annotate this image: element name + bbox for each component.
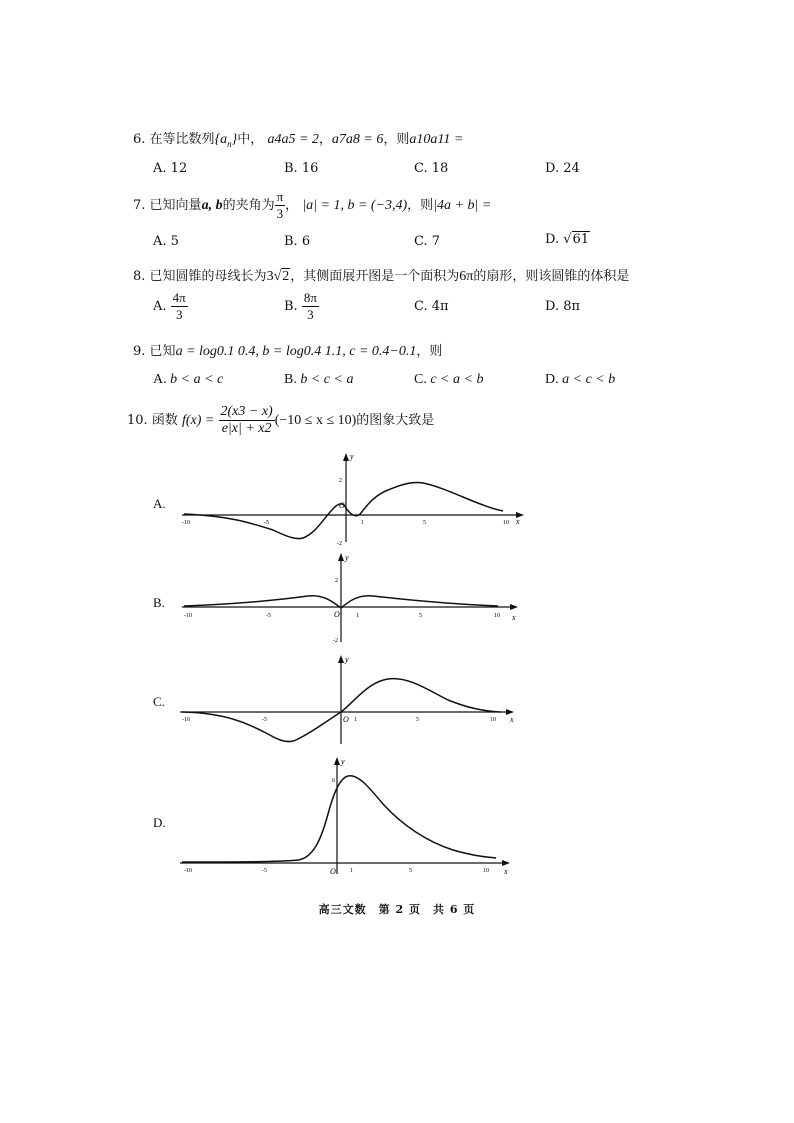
option-a: A. $\frac{4\pi}{3}$ (153, 290, 186, 322)
tick-label: -5 (262, 717, 267, 723)
tick-label: 5 (423, 520, 426, 526)
tick-label: 2 (339, 478, 342, 484)
tick-label: 1 (356, 613, 359, 619)
graph-a (178, 452, 528, 547)
option-b: B. b < c < a (284, 372, 354, 387)
question-stem: 已知圆锥的母线长为 (149, 269, 267, 284)
given-values: a = log0.1 0.4, b = log0.4 1.1, c = 0.4−0.1 (175, 344, 417, 359)
tick-label: -5 (262, 868, 267, 874)
option-c: C. 4π (414, 299, 449, 314)
y-axis-label: y (341, 757, 345, 766)
question-stem: 的图象大致是 (356, 413, 435, 428)
y-axis-label: y (350, 452, 354, 461)
question-10 (127, 404, 434, 437)
option-a: A. 12 (153, 161, 188, 176)
question-9 (133, 340, 442, 360)
question-stem: ，则 (407, 198, 434, 213)
tick-label: -5 (264, 520, 269, 526)
question-7: 7. 已知向量a, b的夹角为 $\frac{\pi}{3}$ ， |a| = 1, b = (−3,4)，则|4a + b| = (133, 189, 492, 221)
option-d: D. 8π (545, 299, 581, 314)
question-stem: 已知向量 (149, 198, 202, 213)
question-stem: ，则 (383, 132, 410, 147)
option-c: C. c < a < b (414, 372, 484, 387)
question-number: 8. (133, 269, 146, 284)
option-c: C. 7 (414, 234, 441, 249)
curve (182, 776, 496, 862)
origin-label: O (334, 610, 340, 619)
slant-length: 3√2 (266, 269, 290, 284)
tick-label: -2 (333, 638, 338, 644)
origin-label: O (339, 501, 345, 510)
target-expression: a10a11 = (409, 132, 464, 147)
curve (184, 483, 503, 539)
question-6: 6. 在等比数列$\{a_n\}$中， a4a5 = 2，a7a8 = 6，则a10a11 = (133, 132, 464, 149)
x-axis-arrow (510, 604, 518, 610)
tick-label: 1 (350, 868, 353, 874)
angle-fraction: $\frac{\pi}{3}$ (276, 189, 284, 221)
question-number: 9. (133, 344, 146, 359)
y-axis-arrow (343, 453, 349, 461)
sequence-notation: $\{a_n\}$ (214, 132, 238, 149)
condition: a4a5 = 2 (267, 132, 319, 147)
y-axis-arrow (334, 757, 340, 765)
lateral-area: 6π (459, 269, 474, 284)
x-axis-label: x (510, 715, 514, 724)
graph-label-c: C. (153, 694, 165, 709)
tick-label: 6 (332, 778, 335, 784)
tick-label: 10 (503, 520, 509, 526)
question-stem: 的扇形，则该圆锥的体积是 (473, 269, 630, 284)
y-axis-arrow (338, 553, 344, 561)
question-stem: ，则 (416, 344, 443, 359)
y-axis-label: y (345, 553, 349, 562)
graph-c (178, 652, 528, 747)
tick-label: 5 (416, 717, 419, 723)
tick-label: -10 (182, 520, 190, 526)
option-c: C. 18 (414, 161, 449, 176)
tick-label: 2 (335, 578, 338, 584)
graph-label-a: A. (153, 496, 166, 511)
question-stem: ，其侧面展开图是一个面积为 (290, 269, 460, 284)
question-8 (133, 265, 629, 285)
option-d: D. a < c < b (545, 372, 616, 387)
option-b: B. $\frac{8\pi}{3}$ (284, 290, 317, 322)
x-axis-arrow (502, 860, 510, 866)
graph-label-d: D. (153, 815, 166, 830)
x-axis-label: x (512, 613, 516, 622)
vectors: a, b (201, 198, 223, 213)
question-stem: 函数 (151, 413, 178, 428)
y-axis-arrow (338, 655, 344, 663)
condition: |a| = 1, b = (−3,4) (302, 198, 408, 213)
tick-label: 5 (419, 613, 422, 619)
target-expression: |4a + b| = (433, 198, 492, 213)
option-a: A. 5 (153, 234, 179, 249)
origin-label: O (330, 867, 336, 876)
tick-label: 1 (354, 717, 357, 723)
tick-label: -2 (337, 541, 342, 547)
option-b: B. 16 (284, 161, 319, 176)
tick-label: -10 (184, 868, 192, 874)
question-stem: 在等比数列 (149, 132, 215, 147)
function-name: f(x) = (181, 413, 215, 428)
question-number: 10. (127, 413, 148, 428)
option-b: B. 6 (284, 234, 311, 249)
function-fraction: $\frac{2(x3 - x)}{e|x| + x2}$ (220, 404, 273, 436)
tick-label: 10 (494, 613, 500, 619)
question-stem: 的夹角为 (222, 198, 275, 213)
option-d: D. 24 (545, 161, 580, 176)
tick-label: 5 (409, 868, 412, 874)
option-d: D. √61 (545, 232, 590, 247)
origin-label: O (343, 715, 349, 724)
graph-b (178, 550, 528, 645)
tick-label: 1 (361, 520, 364, 526)
page-footer: 高三文数 第 2 页 共 6 页 (318, 903, 476, 916)
tick-label: -10 (182, 717, 190, 723)
option-a: A. b < a < c (153, 372, 224, 387)
tick-label: -5 (266, 613, 271, 619)
function-domain: (−10 ≤ x ≤ 10) (274, 413, 357, 428)
graph-label-b: B. (153, 595, 165, 610)
condition: a7a8 = 6 (331, 132, 384, 147)
y-axis-label: y (345, 655, 349, 664)
x-axis-label: x (504, 867, 508, 876)
question-stem: 已知 (149, 344, 176, 359)
graph-d (178, 752, 528, 882)
question-number: 6. (133, 132, 146, 147)
tick-label: 10 (490, 717, 496, 723)
x-axis-label: x (516, 517, 520, 526)
tick-label: -10 (184, 613, 192, 619)
tick-label: 10 (483, 868, 489, 874)
question-number: 7. (133, 198, 146, 213)
question-stem: 中， (237, 132, 264, 147)
